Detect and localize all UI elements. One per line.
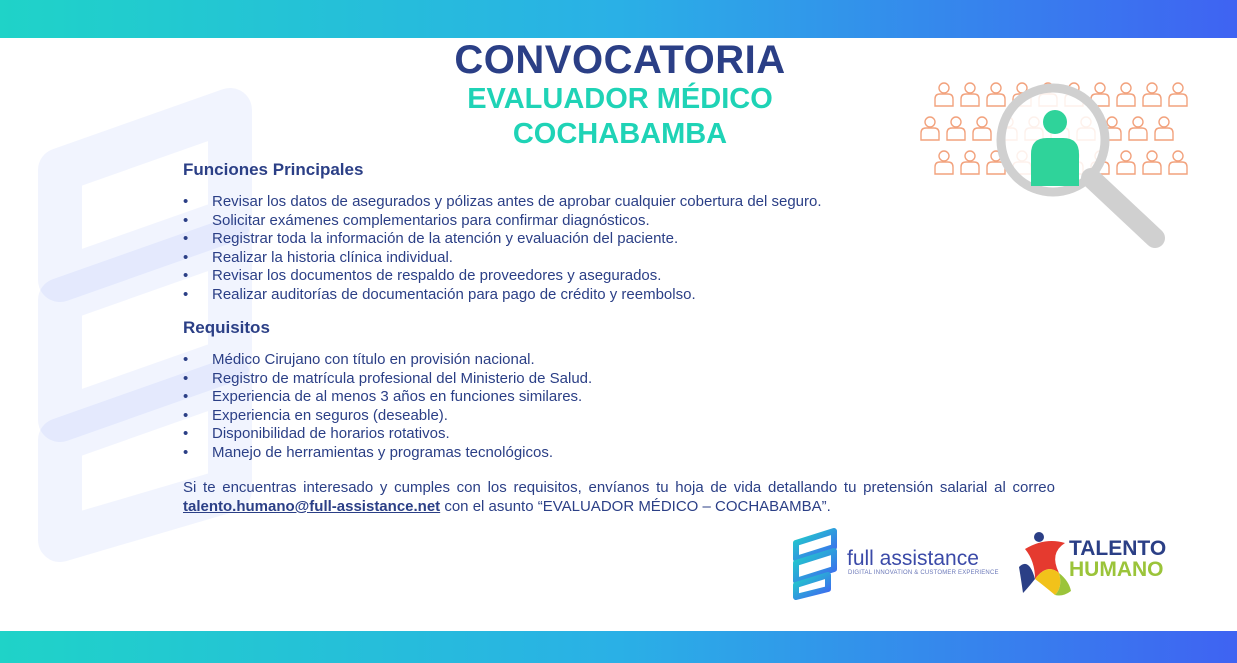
talento-humano-line2: HUMANO bbox=[1069, 558, 1164, 581]
list-item bbox=[183, 407, 592, 426]
bullet-mark: • bbox=[183, 230, 189, 248]
closing-paragraph bbox=[183, 478, 1055, 516]
list-item-text: Realizar auditorías de documentación para pago de crédito y reembolso. bbox=[212, 285, 696, 303]
requirements-list bbox=[183, 351, 592, 463]
list-item bbox=[183, 425, 592, 444]
requirements-heading: Requisitos bbox=[183, 318, 270, 337]
city-title: COCHABAMBA bbox=[512, 118, 728, 150]
bullet-mark: • bbox=[183, 425, 189, 443]
list-item-text: Manejo de herramientas y programas tecnológicos. bbox=[212, 443, 554, 461]
bullet-mark: • bbox=[183, 211, 189, 229]
closing-text-after: con el asunto “EVALUADOR MÉDICO – COCHABAMBA”. bbox=[440, 498, 831, 515]
list-item bbox=[183, 370, 592, 389]
list-item bbox=[183, 267, 822, 286]
list-item bbox=[183, 193, 822, 212]
list-item bbox=[183, 286, 822, 305]
list-item-text: Solicitar exámenes complementarios para confirmar diagnósticos. bbox=[212, 211, 650, 229]
talento-humano-logo-icon bbox=[1015, 527, 1075, 599]
list-item bbox=[183, 249, 822, 268]
bullet-mark: • bbox=[183, 406, 189, 424]
bullet-mark: • bbox=[183, 248, 189, 266]
list-item-text: Registro de matrícula profesional del Ministerio de Salud. bbox=[212, 369, 593, 387]
list-item bbox=[183, 444, 592, 463]
people-grid-icon bbox=[915, 78, 1190, 253]
full-assistance-tagline: DIGITAL INNOVATION & CUSTOMER EXPERIENCE bbox=[848, 570, 999, 576]
email-link[interactable]: talento.humano@full-assistance.net bbox=[183, 498, 441, 515]
functions-heading: Funciones Principales bbox=[183, 160, 364, 179]
position-title: EVALUADOR MÉDICO bbox=[467, 83, 773, 115]
closing-text-before: Si te encuentras interesado y cumples con los requisitos, envíanos tu hoja de vida detallando tu pretensión salarial al correo bbox=[183, 479, 1055, 496]
list-item-text: Registrar toda la información de la atención y evaluación del paciente. bbox=[212, 230, 679, 248]
list-item-text: Disponibilidad de horarios rotativos. bbox=[212, 425, 450, 443]
list-item-text: Realizar la historia clínica individual. bbox=[212, 248, 453, 266]
full-assistance-name: full assistance bbox=[847, 547, 979, 570]
bullet-mark: • bbox=[183, 388, 189, 406]
list-item bbox=[183, 351, 592, 370]
list-item-text: Experiencia de al menos 3 años en funciones similares. bbox=[212, 388, 583, 406]
list-item bbox=[183, 388, 592, 407]
list-item bbox=[183, 230, 822, 249]
bullet-mark: • bbox=[183, 285, 189, 303]
bottom-gradient-band bbox=[0, 631, 1237, 663]
bullet-mark: • bbox=[183, 443, 189, 461]
functions-list bbox=[183, 193, 822, 305]
list-item-text: Revisar los documentos de respaldo de proveedores y asegurados. bbox=[212, 267, 662, 285]
bullet-mark: • bbox=[183, 267, 189, 285]
top-gradient-band bbox=[0, 0, 1237, 38]
bullet-mark: • bbox=[183, 369, 189, 387]
talento-humano-line1: TALENTO bbox=[1069, 537, 1167, 560]
page-title: CONVOCATORIA bbox=[454, 38, 786, 82]
list-item-text: Médico Cirujano con título en provisión nacional. bbox=[212, 351, 535, 368]
list-item-text: Revisar los datos de asegurados y pólizas antes de aprobar cualquier cobertura del seguro. bbox=[212, 193, 822, 210]
list-item-text: Experiencia en seguros (deseable). bbox=[212, 406, 448, 424]
bullet-mark: • bbox=[183, 351, 189, 368]
list-item bbox=[183, 212, 822, 231]
bullet-mark: • bbox=[183, 193, 189, 210]
